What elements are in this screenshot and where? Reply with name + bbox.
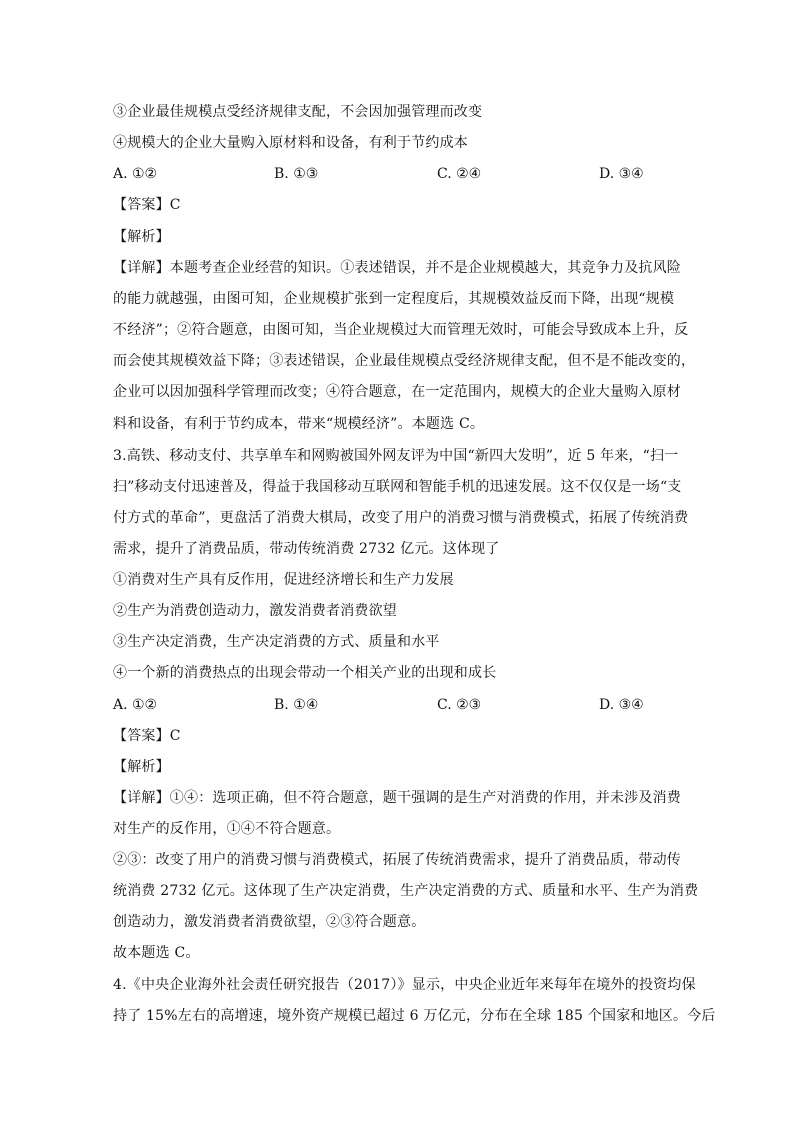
q2-option-d: D. ③④ [599, 166, 644, 182]
q4-stem-line: 4.《中央企业海外社会责任研究报告（2017）》显示，中央企业近年来每年在境外的投资均保 [113, 977, 696, 993]
q2-option-b: B. ①③ [274, 166, 319, 182]
q3-option-c: C. ②③ [437, 697, 482, 713]
q3-detail-line: ②③：改变了用户的消费习惯与消费模式，拓展了传统消费需求，提升了消费品质，带动传 [113, 852, 681, 868]
q3-statement-1: ①消费对生产具有反作用，促进经济增长和生产力发展 [113, 572, 454, 588]
q3-stem-line: 需求，提升了消费品质，带动传统消费 2732 亿元。这体现了 [113, 541, 500, 557]
q3-option-d: D. ③④ [599, 697, 644, 713]
q3-answer: 【答案】C [113, 728, 181, 744]
q2-option-a: A. ①② [113, 166, 158, 182]
q2-detail-line: 的能力就越强，由图可知，企业规模扩张到一定程度后，其规模效益反而下降，出现“规模 [113, 291, 675, 307]
q3-option-b: B. ①④ [274, 697, 319, 713]
q3-stem-line: 扫”移动支付迅速普及，得益于我国移动互联网和智能手机的迅速发展。这不仅仅是一场“支 [113, 479, 682, 495]
q3-conclusion: 故本题选 C。 [113, 945, 200, 961]
q2-detail-line: 不经济”；②符合题意，由图可知，当企业规模过大而管理无效时，可能会导致成本上升，反 [113, 322, 689, 338]
q2-detail-line: 【详解】本题考查企业经营的知识。①表述错误，并不是企业规模越大，其竞争力及抗风险 [113, 260, 681, 276]
q3-detail-line: 统消费 2732 亿元。这体现了生产决定消费，生产决定消费的方式、质量和水平、生产为消费 [113, 883, 699, 899]
q2-analysis-label: 【解析】 [113, 229, 170, 245]
q2-detail-line: 料和设备，有利于节约成本，带来“规模经济”。本题选 C。 [113, 416, 485, 432]
q2-answer: 【答案】C [113, 197, 181, 213]
q3-statement-2: ②生产为消费创造动力，激发消费者消费欲望 [113, 603, 397, 619]
q3-option-a: A. ①② [113, 697, 158, 713]
q2-statement-3: ③企业最佳规模点受经济规律支配，不会因加强管理而改变 [113, 104, 483, 120]
q3-detail-line: 对生产的反作用，①④不符合题意。 [113, 821, 341, 837]
q3-analysis-label: 【解析】 [113, 759, 170, 775]
q3-stem-line: 付方式的革命”，更盘活了消费大棋局，改变了用户的消费习惯与消费模式，拓展了传统消费 [113, 510, 689, 526]
q2-detail-line: 而会使其规模效益下降；③表述错误，企业最佳规模点受经济规律支配，但不是不能改变的， [113, 353, 696, 369]
q2-option-c: C. ②④ [437, 166, 482, 182]
q2-statement-4: ④规模大的企业大量购入原材料和设备，有利于节约成本 [113, 135, 468, 151]
q3-stem-line: 3.高铁、移动支付、共享单车和网购被国外网友评为中国“新四大发明”，近 5 年来，“扫一 [113, 448, 679, 464]
q4-stem-line: 持了 15%左右的高增速，境外资产规模已超过 6 万亿元，分布在全球 185 个国家和地区。今后 [113, 1008, 716, 1024]
q3-statement-3: ③生产决定消费，生产决定消费的方式、质量和水平 [113, 634, 440, 650]
q3-detail-line: 【详解】①④：选项正确，但不符合题意，题干强调的是生产对消费的作用，并未涉及消费 [113, 790, 681, 806]
q3-detail-line: 创造动力，激发消费者消费欲望，②③符合题意。 [113, 914, 426, 930]
q3-statement-4: ④一个新的消费热点的出现会带动一个相关产业的出现和成长 [113, 665, 497, 681]
q2-detail-line: 企业可以因加强科学管理而改变；④符合题意，在一定范围内，规模大的企业大量购入原材 [113, 384, 681, 400]
